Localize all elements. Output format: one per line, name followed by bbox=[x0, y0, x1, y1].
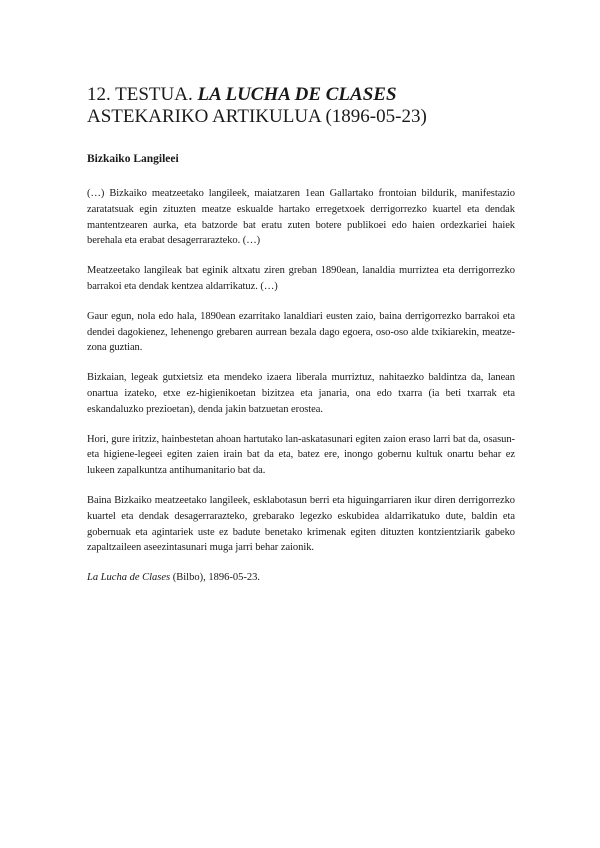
title-newspaper-name: LA LUCHA DE CLASES bbox=[197, 84, 397, 105]
body-paragraph-2: Meatzeetako langileak bat eginik altxatu ziren greban 1890ean, lanaldia murriztea eta derrigorrezko barrakoi eta dendak kentzea aldarrikatuz. (…) bbox=[87, 265, 515, 292]
body-paragraph-5: Hori, gure iritziz, hainbestetan ahoan hartutako lan-askatasunari egiten zaion eraso larri bat da, osasun- eta higiene-legeei egiten zaien irain bat da eta, batez ere, inongo gobernu kultuk onartu behar ez lukeen zapalkuntza antihumanitario bat da. bbox=[87, 433, 515, 477]
document-subtitle: Bizkaiko Langileei bbox=[87, 153, 179, 165]
source-details: (Bilbo), 1896-05-23. bbox=[170, 572, 260, 584]
title-suffix: ASTEKARIKO ARTIKULUA (1896-05-23) bbox=[87, 106, 427, 127]
source-newspaper-title: La Lucha de Clases bbox=[87, 572, 171, 584]
body-paragraph-3: Gaur egun, nola edo hala, 1890ean ezarritako lanaldiari eusten zaio, baina derrigorrezko barrakoi eta dendei dagokienez, lehenengo grebaren aurrean bezala dago egoera, oso-oso alde txikiarekin, meatze-zona guztian. bbox=[87, 310, 515, 354]
document-title bbox=[87, 84, 515, 128]
body-paragraph-1: (…) Bizkaiko meatzeetako langileek, maiatzaren 1ean Gallartako frontoian bildurik, manifestazio zaratatsuak egin zituzten meatze eskualde hartako erregetxoek derrigorrezko kuartel eta dendak mantentzearen aurka, eta batzorde bat eratu zuten botere publikoei edo haien ordezkariei haiek berehala eta erabat desagerrarazteko. (…) bbox=[87, 188, 515, 247]
title-prefix: 12. TESTUA. bbox=[87, 84, 198, 105]
body-paragraph-6: Baina Bizkaiko meatzeetako langileek, esklabotasun berri eta higuingarriaren ikur diren derrigorrezko kuartel eta dendak desagerrarazteko, grebarako legezko eskubidea aldarrikatuko dute, baldin eta gobernuak eta agintariek uste ez badute benetako krimenak egiten dituzten kontzientziarik gabeko zapaltzaileen aseezintasunari muga jarri behar zaionik. bbox=[87, 494, 515, 554]
document-page bbox=[87, 84, 515, 596]
source-citation bbox=[87, 570, 515, 586]
body-paragraph-4: Bizkaian, legeak gutxietsiz eta mendeko izaera liberala murriztuz, nahitaezko baldintza da, lanean onartua izateko, etxe ez-higienikoetan bizitzea eta janaria, ona edo txarra (ia beti txarrak eta eskandaluzko prezioetan), denda jakin batzuetan erostea. bbox=[87, 372, 515, 415]
